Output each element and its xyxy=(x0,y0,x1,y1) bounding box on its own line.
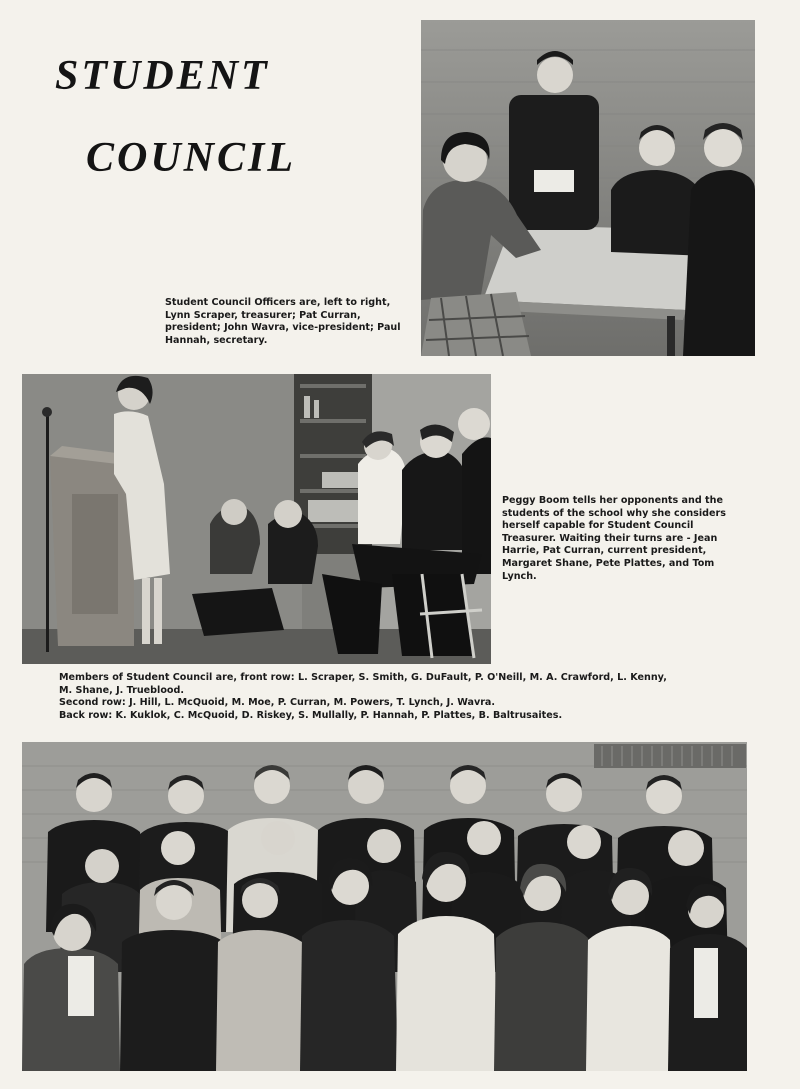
members-caption-line: Members of Student Council are, front row: L. Scraper, S. Smith, G. DuFault, P. O'Neill, M. A. Crawford, L. Kenny, xyxy=(59,672,667,683)
members-caption-line: Back row: K. Kuklok, C. McQuoid, D. Riskey, S. Mullally, P. Hannah, P. Plattes, B. Baltrusaites. xyxy=(59,709,563,721)
members-caption-line: M. Shane, J. Trueblood. xyxy=(59,684,185,696)
members-caption xyxy=(59,672,739,722)
members-group-photo xyxy=(22,742,747,1071)
officers-caption: Student Council Officers are, left to right, Lynn Scraper, treasurer; Pat Curran, president; John Wavra, vice-president; Paul Hannah, secretary. xyxy=(165,297,401,346)
members-group-photo-image xyxy=(22,742,747,1071)
page-title-line-2: COUNCIL xyxy=(86,135,297,181)
officers-photo-image xyxy=(421,20,755,356)
members-caption-line: Second row: J. Hill, L. McQuoid, M. Moe, P. Curran, M. Powers, T. Lynch, J. Wavra. xyxy=(59,697,496,709)
campaign-photo xyxy=(22,374,491,664)
officers-photo xyxy=(421,20,755,356)
campaign-photo-image xyxy=(22,374,491,664)
page-title-line-1: STUDENT xyxy=(55,53,270,99)
campaign-caption: Peggy Boom tells her opponents and the students of the school why she considers herself capable for Student Council Treasurer. Waiting their turns are - Jean Harrie, Pat Curran, current president, Margaret Shane, Pete Plattes, and Tom Lynch. xyxy=(502,495,726,582)
